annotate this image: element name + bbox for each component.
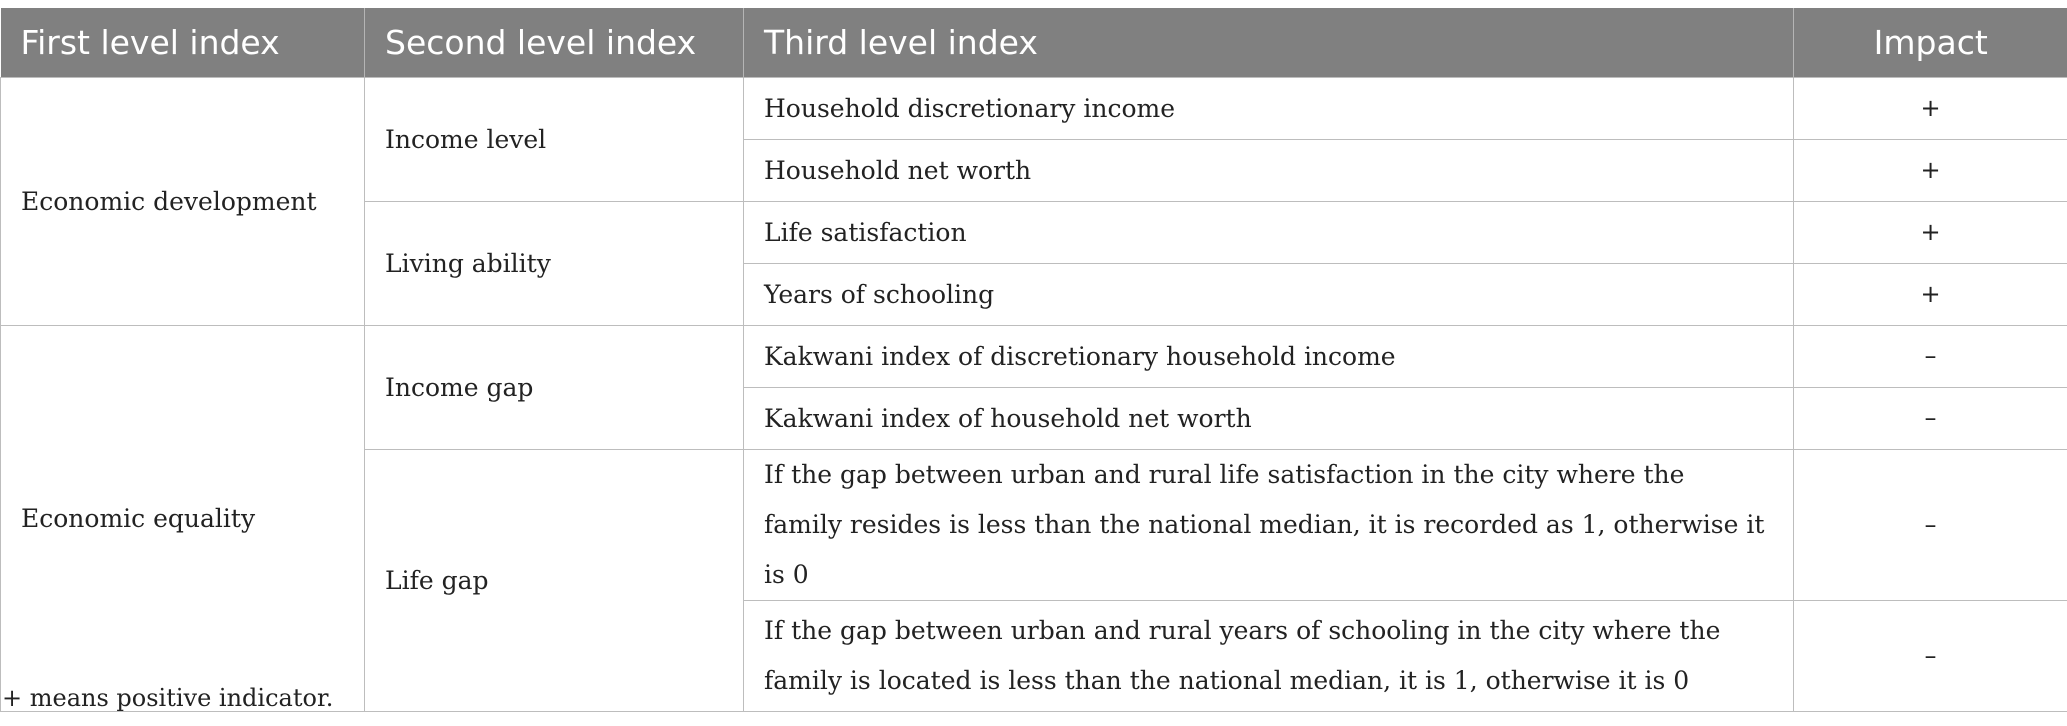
index-table-container [0, 8, 2067, 712]
third-level-cell: Kakwani index of household net worth [744, 387, 1794, 449]
header-impact: Impact [1794, 8, 2067, 77]
table-row [1, 325, 2067, 387]
index-table [0, 8, 2067, 712]
table-body [1, 77, 2067, 711]
second-level-cell: Life gap [365, 449, 744, 711]
header-first-level: First level index [1, 8, 365, 77]
impact-cell: + [1794, 201, 2067, 263]
second-level-cell: Living ability [365, 201, 744, 325]
third-level-cell: If the gap between urban and rural years of schooling in the city where the family is located is less than the national median, it is 1, otherwise it is 0 [744, 600, 1794, 711]
first-level-cell: Economic development [1, 77, 365, 325]
impact-cell: + [1794, 77, 2067, 139]
second-level-cell: Income level [365, 77, 744, 201]
impact-cell: + [1794, 263, 2067, 325]
third-level-cell: Life satisfaction [744, 201, 1794, 263]
third-level-cell: Years of schooling [744, 263, 1794, 325]
third-level-cell: Kakwani index of discretionary household income [744, 325, 1794, 387]
table-footnote: + means positive indicator. [2, 684, 334, 712]
impact-cell: – [1794, 387, 2067, 449]
impact-cell: + [1794, 139, 2067, 201]
third-level-cell: Household net worth [744, 139, 1794, 201]
header-second-level: Second level index [365, 8, 744, 77]
second-level-cell: Income gap [365, 325, 744, 449]
header-third-level: Third level index [744, 8, 1794, 77]
table-row [1, 77, 2067, 139]
table-header [1, 8, 2067, 77]
impact-cell: – [1794, 449, 2067, 600]
impact-cell: – [1794, 600, 2067, 711]
third-level-cell: Household discretionary income [744, 77, 1794, 139]
header-row [1, 8, 2067, 77]
first-level-cell: Economic equality [1, 325, 365, 711]
third-level-cell: If the gap between urban and rural life satisfaction in the city where the family resides is less than the national median, it is recorded as 1, otherwise it is 0 [744, 449, 1794, 600]
impact-cell: – [1794, 325, 2067, 387]
